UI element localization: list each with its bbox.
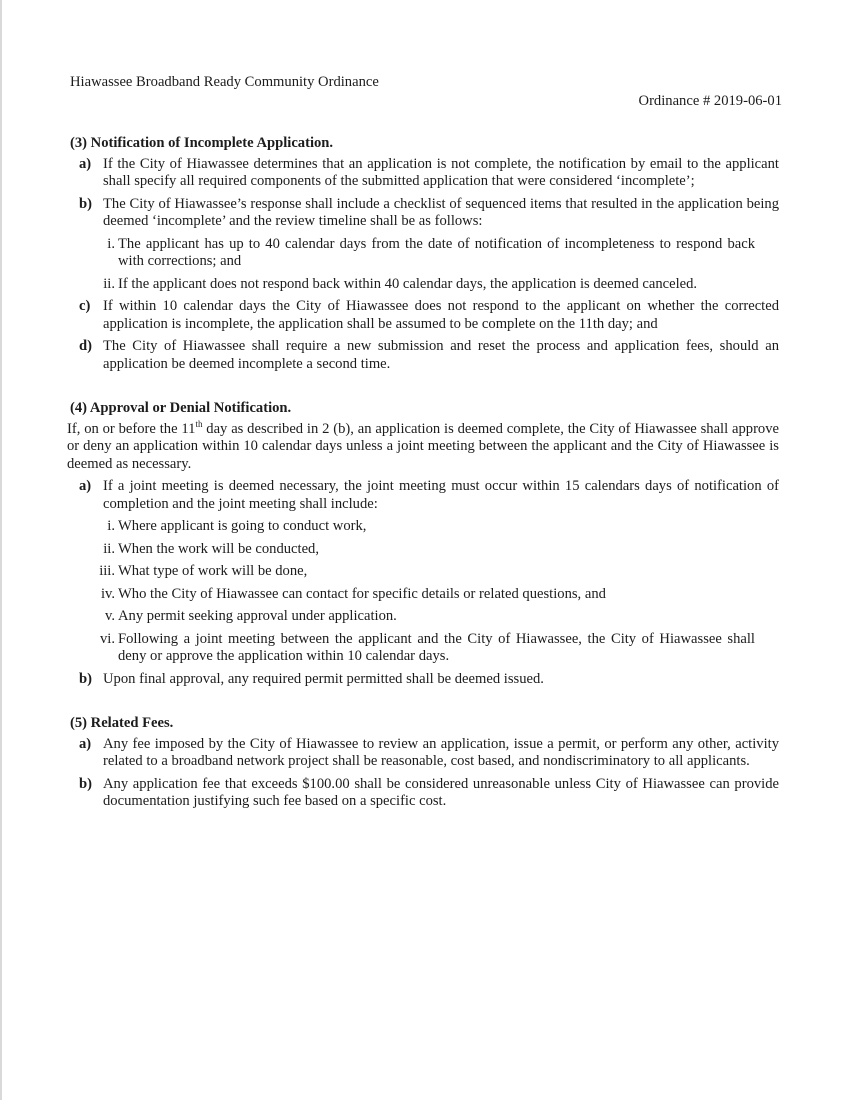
intro-text: If, on or before the 11 <box>67 420 196 437</box>
intro-text-continued: day as described in 2 (b), an application is deemed complete, the City of Hiawassee shall approve or deny an application within 10 calendar days unless a joint meeting between the applicant and the City of Hiawassee is deemed as necessary. <box>67 420 779 472</box>
sub-item-text: Where applicant is going to conduct work, <box>118 518 367 534</box>
page-edge <box>0 0 2 1100</box>
sub-item-label: i. <box>107 518 115 534</box>
ordinal-suffix: th <box>195 418 203 429</box>
item-text: Upon final approval, any required permit permitted shall be deemed issued. <box>103 670 544 687</box>
list-item <box>67 298 779 333</box>
sub-item-label: ii. <box>103 275 115 292</box>
list-item <box>67 776 779 811</box>
item-label: d) <box>79 338 92 354</box>
item-label: a) <box>79 155 92 172</box>
sub-item-label: vi. <box>100 630 115 647</box>
section-intro <box>67 418 779 474</box>
item-text: The City of Hiawassee shall require a new submission and reset the process and application fees, should an application be deemed incomplete a second time. <box>103 338 779 372</box>
item-label: b) <box>79 775 92 792</box>
item-text: If the City of Hiawassee determines that an application is not complete, the notification by email to the applicant shall specify all required components of the submitted application that were considered ‘incomplete’; <box>103 155 779 189</box>
item-text: Any fee imposed by the City of Hiawassee to review an application, issue a permit, or perform any other, activity related to a broadband network project shall be reasonable, cost based, and nondiscriminatory to all applicants. <box>103 735 779 769</box>
section-approval-denial <box>67 400 779 688</box>
item-text: If a joint meeting is deemed necessary, the joint meeting must occur within 15 calendars days of notification of completion and the joint meeting shall include: <box>103 478 779 512</box>
section-incomplete-application <box>67 135 779 373</box>
section-heading: (5) Related Fees. <box>70 715 174 731</box>
document-body <box>67 135 779 838</box>
list-item <box>67 196 779 231</box>
sub-list-item <box>99 236 779 271</box>
ordinance-number: Ordinance # 2019-06-01 <box>638 93 782 109</box>
sub-list-item <box>99 563 779 581</box>
sub-item-text: If the applicant does not respond back within 40 calendar days, the application is deemed canceled. <box>118 275 698 292</box>
sub-list-item <box>99 586 779 604</box>
sub-item-label: iv. <box>100 585 115 602</box>
item-text: The City of Hiawassee’s response shall include a checklist of sequenced items that resulted in the application being deemed ‘incomplete’ and the review timeline shall be as follows: <box>103 195 779 229</box>
item-label: b) <box>79 670 92 687</box>
section-heading: (3) Notification of Incomplete Application. <box>70 135 334 151</box>
sub-list-item <box>99 518 779 536</box>
item-text: Any application fee that exceeds $100.00 shall be considered unreasonable unless City of Hiawassee can provide documentation justifying such fee based on a specific cost. <box>103 775 779 809</box>
sub-list-item <box>99 631 779 666</box>
sub-list-item <box>99 541 779 559</box>
sub-item-label: iii. <box>99 563 115 579</box>
list-item <box>67 736 779 771</box>
document-title: Hiawassee Broadband Ready Community Ordinance <box>70 74 379 90</box>
sub-list-item <box>99 276 779 294</box>
sub-item-label: i. <box>107 235 115 252</box>
sub-item-text: Any permit seeking approval under application. <box>118 608 397 624</box>
item-label: a) <box>79 735 92 752</box>
item-label: a) <box>79 478 92 494</box>
list-item <box>67 156 779 191</box>
list-item <box>67 478 779 513</box>
list-item <box>67 338 779 373</box>
sub-item-text: Who the City of Hiawassee can contact for specific details or related questions, and <box>118 585 606 602</box>
list-item <box>67 671 779 689</box>
sub-item-text: What type of work will be done, <box>118 563 308 579</box>
sub-list-item <box>99 608 779 626</box>
sub-item-text: The applicant has up to 40 calendar days from the date of notification of incompleteness to respond back with corrections; and <box>118 235 755 269</box>
sub-item-text: Following a joint meeting between the applicant and the City of Hiawassee, the City of Hiawassee shall deny or approve the application within 10 calendar days. <box>118 630 755 664</box>
item-text: If within 10 calendar days the City of Hiawassee does not respond to the applicant on whether the corrected application is incomplete, the application shall be assumed to be complete on the 11th day; and <box>103 298 779 332</box>
section-heading: (4) Approval or Denial Notification. <box>70 400 292 416</box>
sub-item-text: When the work will be conducted, <box>118 540 320 557</box>
item-label: b) <box>79 195 92 212</box>
sub-item-label: v. <box>105 608 115 624</box>
sub-item-label: ii. <box>103 540 115 557</box>
item-label: c) <box>79 298 91 314</box>
section-related-fees <box>67 715 779 811</box>
